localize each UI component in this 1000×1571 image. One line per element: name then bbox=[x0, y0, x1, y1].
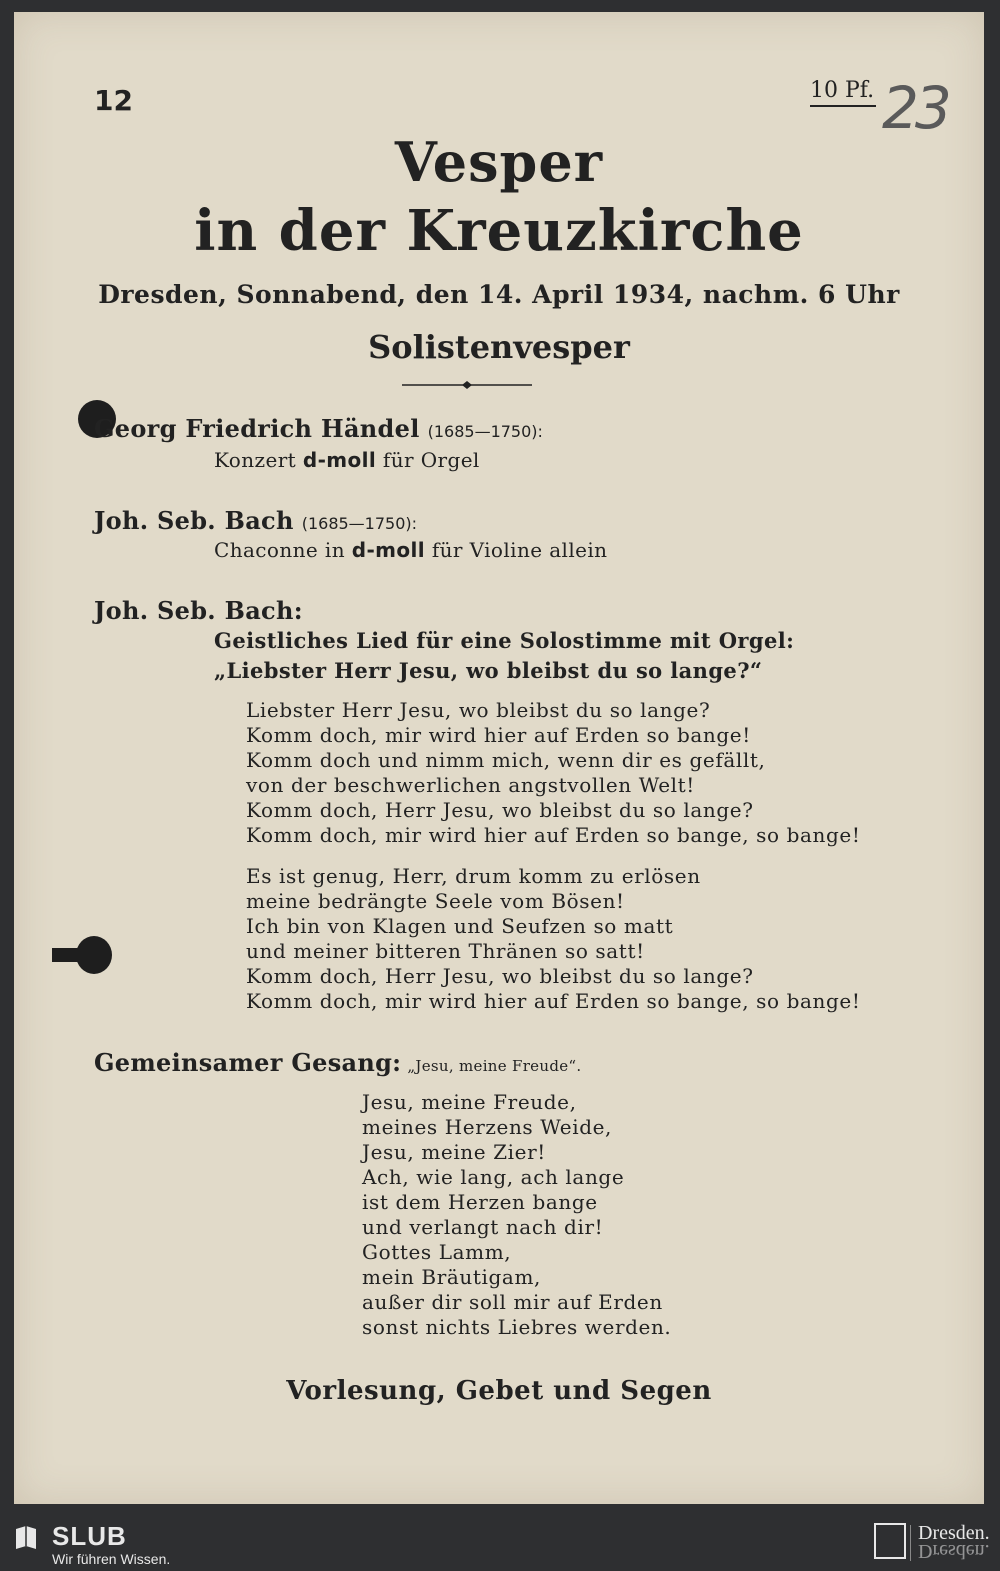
composer-years: (1685—1750): bbox=[427, 422, 543, 441]
composer-name: Georg Friedrich Händel bbox=[94, 414, 420, 443]
work-key: d-moll bbox=[351, 538, 426, 562]
document-page bbox=[14, 12, 984, 1504]
dresden-name[interactable]: Dresden. bbox=[918, 1522, 990, 1544]
composer-name: Joh. Seb. Bach bbox=[94, 506, 294, 535]
work-text: Chaconne in bbox=[214, 538, 352, 562]
hymn-line: außer dir soll mir auf Erden bbox=[362, 1290, 663, 1314]
lyric-line: Es ist genug, Herr, drum komm zu erlösen bbox=[246, 864, 701, 888]
composer-haendel bbox=[94, 414, 543, 443]
lyric-line: von der beschwerlichen angstvollen Welt! bbox=[246, 773, 695, 797]
work-geistliches-lied: Geistliches Lied für eine Solostimme mit Orgel: „Liebster Herr Jesu, wo bleibst du so lange?“ bbox=[214, 628, 795, 683]
common-singing-label: Gemeinsamer Gesang: bbox=[94, 1048, 402, 1077]
slub-tagline: Wir führen Wissen. bbox=[52, 1551, 171, 1567]
lyric-line: Komm doch, mir wird hier auf Erden so bange, so bange! bbox=[246, 989, 861, 1013]
hymn-line: und verlangt nach dir! bbox=[362, 1215, 604, 1239]
work-chaconne bbox=[214, 538, 607, 562]
hymn-line: ist dem Herzen bange bbox=[362, 1190, 598, 1214]
lyric-line: Komm doch, Herr Jesu, wo bleibst du so lange? bbox=[246, 964, 754, 988]
dateline: Dresden, Sonnabend, den 14. April 1934, nachm. 6 Uhr bbox=[98, 280, 900, 309]
lyric-line: Komm doch, mir wird hier auf Erden so bange! bbox=[246, 723, 751, 747]
footer-bar bbox=[0, 1517, 1000, 1571]
work-text: für Orgel bbox=[376, 448, 480, 472]
work-text: für Violine allein bbox=[425, 538, 608, 562]
hymn-line: sonst nichts Liebres werden. bbox=[362, 1315, 672, 1339]
lyric-line: Ich bin von Klagen und Seufzen so matt bbox=[246, 914, 674, 938]
slub-book-icon[interactable] bbox=[14, 1525, 38, 1551]
handwritten-number: 23 bbox=[882, 74, 948, 142]
closing-line: Vorlesung, Gebet und Segen bbox=[286, 1376, 712, 1406]
hymn-line: Jesu, meine Freude, bbox=[362, 1090, 577, 1114]
lyric-line: Komm doch und nimm mich, wenn dir es gefällt, bbox=[246, 748, 766, 772]
lyric-line: meine bedrängte Seele vom Bösen! bbox=[246, 889, 625, 913]
lyric-line: Komm doch, mir wird hier auf Erden so bange, so bange! bbox=[246, 823, 861, 847]
work-konzert bbox=[214, 448, 480, 472]
lyrics-stanza-2 bbox=[246, 864, 861, 1014]
common-singing-song: „Jesu, meine Freude“. bbox=[407, 1057, 582, 1075]
composer-bach-2: Joh. Seb. Bach: bbox=[94, 596, 303, 625]
lyric-line: Komm doch, Herr Jesu, wo bleibst du so lange? bbox=[246, 798, 754, 822]
work-text: Konzert bbox=[214, 448, 303, 472]
ornament-divider bbox=[402, 380, 532, 390]
hymn-lyrics bbox=[362, 1090, 671, 1340]
composer-bach-1 bbox=[94, 506, 417, 535]
price-label: 10 Pf. bbox=[810, 78, 876, 107]
hymn-line: mein Bräutigam, bbox=[362, 1265, 541, 1289]
subtitle: Solistenvesper bbox=[368, 328, 630, 366]
hymn-line: Gottes Lamm, bbox=[362, 1240, 512, 1264]
lyrics-stanza-1 bbox=[246, 698, 861, 848]
work-key: d-moll bbox=[302, 448, 377, 472]
punch-hole-tab bbox=[52, 948, 82, 962]
common-singing-heading bbox=[94, 1048, 581, 1077]
lyric-line: und meiner bitteren Thränen so satt! bbox=[246, 939, 645, 963]
title-kreuzkirche: in der Kreuzkirche bbox=[194, 198, 804, 264]
page-number: 12 bbox=[94, 84, 133, 117]
slub-name[interactable]: SLUB bbox=[52, 1521, 127, 1551]
dresden-name-reflection: Dresden. bbox=[918, 1540, 990, 1562]
title-vesper: Vesper bbox=[394, 130, 604, 194]
hymn-line: Jesu, meine Zier! bbox=[362, 1140, 546, 1164]
composer-years: (1685—1750): bbox=[301, 514, 418, 533]
dresden-crest-icon[interactable] bbox=[874, 1523, 906, 1559]
footer-divider bbox=[910, 1525, 911, 1561]
hymn-line: Ach, wie lang, ach lange bbox=[362, 1165, 625, 1189]
hymn-line: meines Herzens Weide, bbox=[362, 1115, 613, 1139]
lyric-line: Liebster Herr Jesu, wo bleibst du so lange? bbox=[246, 698, 711, 722]
